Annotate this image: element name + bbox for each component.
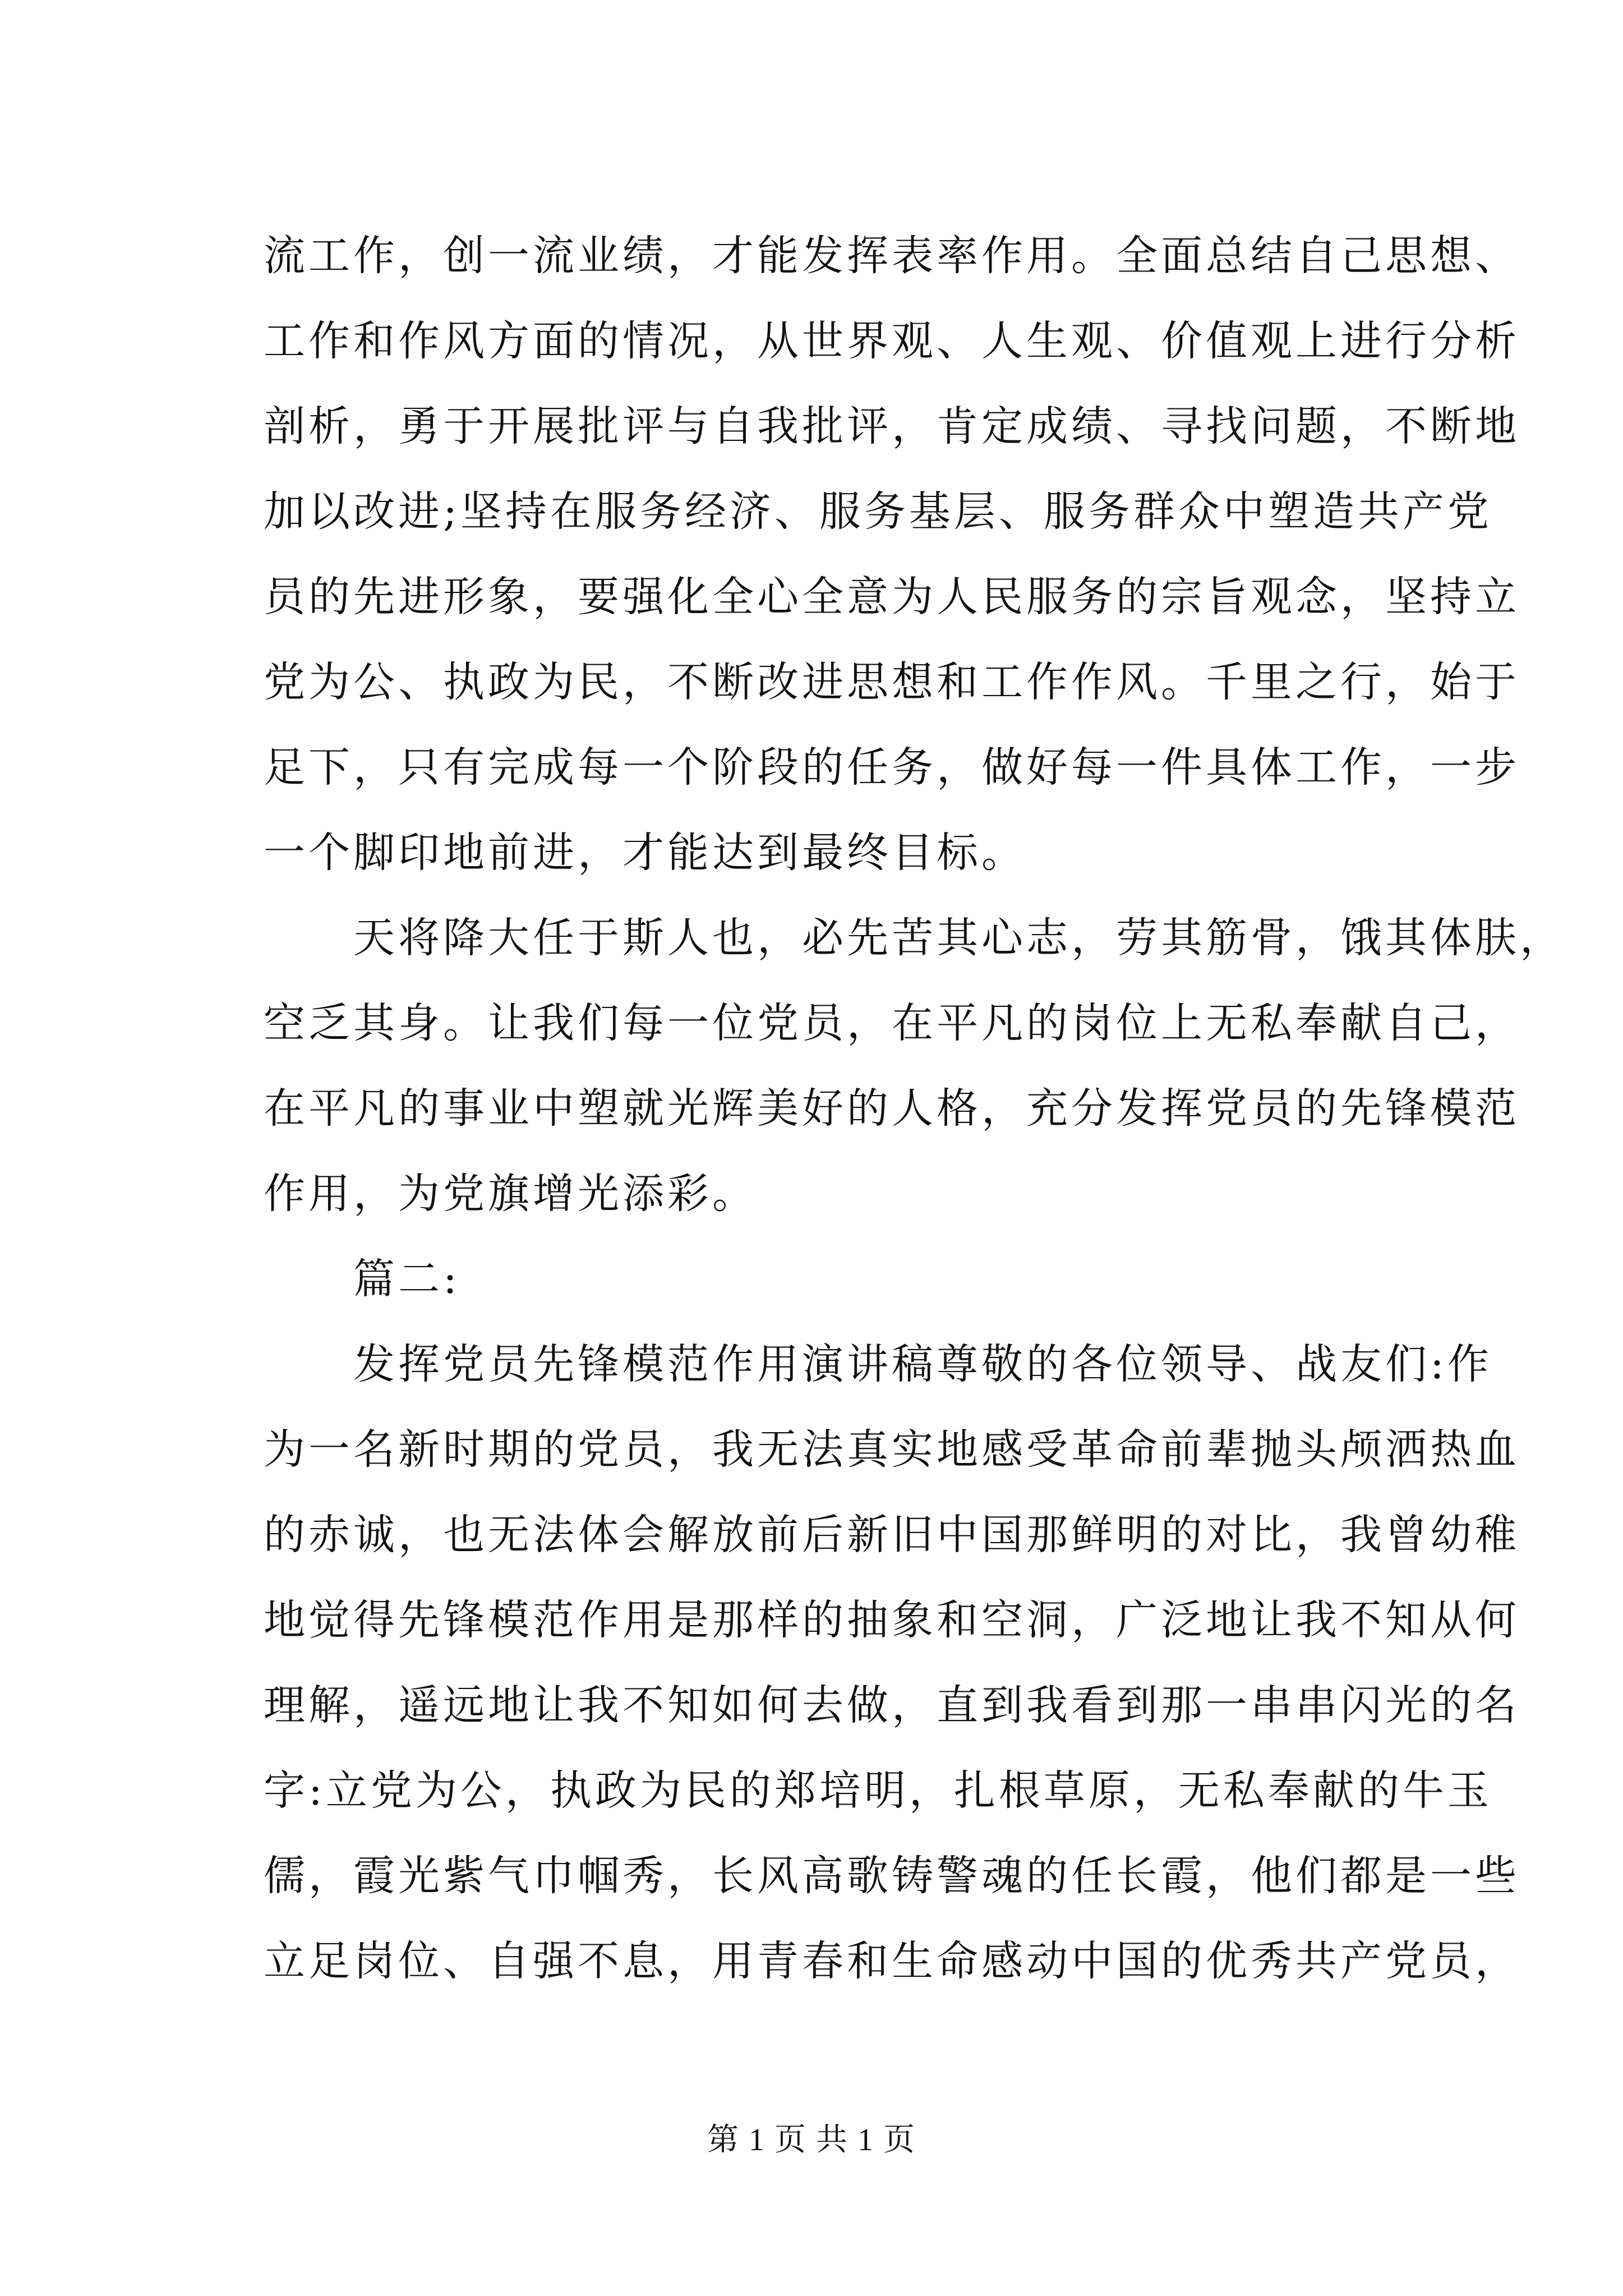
text-line: 字:立党为公，执政为民的郑培明，扎根草原，无私奉献的牛玉 <box>264 1766 1492 1815</box>
text-line: 的赤诚，也无法体会解放前后新旧中国那鲜明的对比，我曾幼稚 <box>264 1511 1520 1559</box>
section-heading: 篇二: <box>264 1255 460 1303</box>
text-line: 空乏其身。让我们每一位党员，在平凡的岗位上无私奉献自己， <box>264 999 1520 1047</box>
text-line: 地觉得先锋模范作用是那样的抽象和空洞，广泛地让我不知从何 <box>264 1596 1520 1644</box>
document-body <box>264 213 1565 2004</box>
text-line: 发挥党员先锋模范作用演讲稿尊敬的各位领导、战友们:作 <box>264 1340 1492 1388</box>
text-line: 流工作，创一流业绩，才能发挥表率作用。全面总结自己思想、 <box>264 232 1520 280</box>
text-line: 为一名新时期的党员，我无法真实地感受革命前辈抛头颅洒热血 <box>264 1425 1520 1474</box>
text-line: 作用，为党旗增光添彩。 <box>264 1170 757 1218</box>
text-line: 员的先进形象，要强化全心全意为人民服务的宗旨观念，坚持立 <box>264 573 1520 621</box>
page-number-label: 第 1 页 共 1 页 <box>707 2123 916 2157</box>
text-line: 加以改进;坚持在服务经济、服务基层、服务群众中塑造共产党 <box>264 487 1492 536</box>
text-line: 足下，只有完成每一个阶段的任务，做好每一件具体工作，一步 <box>264 743 1520 792</box>
text-line: 立足岗位、自强不息，用青春和生命感动中国的优秀共产党员， <box>264 1937 1520 1985</box>
text-line: 儒，霞光紫气巾帼秀，长风高歌铸警魂的任长霞，他们都是一些 <box>264 1852 1520 1900</box>
text-line: 一个脚印地前进，才能达到最终目标。 <box>264 829 1026 877</box>
page-footer <box>0 2115 1623 2160</box>
text-line: 在平凡的事业中塑就光辉美好的人格，充分发挥党员的先锋模范 <box>264 1084 1520 1133</box>
text-line: 理解，遥远地让我不知如何去做，直到我看到那一串串闪光的名 <box>264 1681 1520 1729</box>
text-line: 工作和作风方面的情况，从世界观、人生观、价值观上进行分析 <box>264 317 1520 365</box>
text-line: 剖析，勇于开展批评与自我批评，肯定成绩、寻找问题，不断地 <box>264 402 1520 450</box>
text-line: 党为公、执政为民，不断改进思想和工作作风。千里之行，始于 <box>264 658 1520 706</box>
text-line: 天将降大任于斯人也，必先苦其心志，劳其筋骨，饿其体肤， <box>264 914 1565 962</box>
